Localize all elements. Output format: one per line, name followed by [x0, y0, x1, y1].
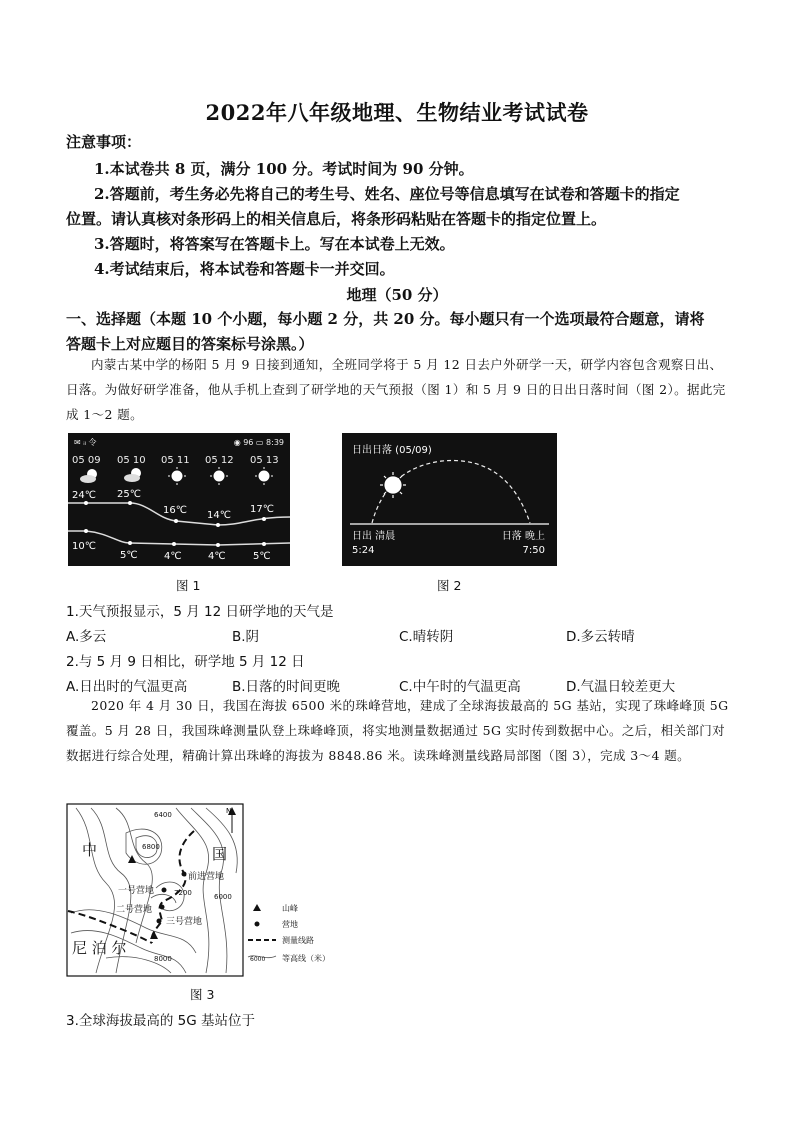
- q1-stem: 1.天气预报显示，5 月 12 日研学地的天气是: [66, 604, 334, 620]
- passage-1: 内蒙古某中学的杨阳 5 月 9 日接到通知，全班同学将于 5 月 12 日去户外研学一天，研学内容包含观察日出、日落。为做好研学准备，他从手机上查到了研学地的天气预报（图 1）和 5 月 9 日的日出日落时间（图 2）。据此完成 1～2 题。: [66, 357, 726, 422]
- fig3-camp-1-label: 一号营地: [118, 886, 155, 896]
- fig1-caption: 图 1: [176, 578, 201, 593]
- fig1-low-point-3: [216, 543, 220, 547]
- fig1-status-left: ✉ ᵢₗ 令: [74, 438, 97, 447]
- fig3-legend-route: 测量线路: [282, 936, 314, 945]
- fig3-camp-forward-label: 前进营地: [188, 872, 225, 882]
- q1-option-b: B.阴: [232, 629, 260, 645]
- fig2-sunrise-time: 5:24: [352, 545, 375, 556]
- section-title: 地理（50 分）: [346, 286, 448, 304]
- fig2-sunrise-sunset: [342, 433, 557, 566]
- fig3-contour-6400: 6400: [154, 811, 172, 819]
- fig1-date-0: 05 09: [72, 455, 101, 466]
- fig1-high-1: 25℃: [117, 489, 141, 500]
- q1-option-d: D.多云转晴: [566, 629, 635, 645]
- fig1-date-3: 05 12: [205, 455, 234, 466]
- fig3-camp-forward: [182, 872, 187, 877]
- fig3-legend-peak: 山峰: [282, 904, 298, 913]
- fig3-label-china-1: 中: [82, 841, 98, 859]
- fig1-high-3: 14℃: [207, 510, 231, 521]
- fig1-low-point-2: [172, 542, 176, 546]
- q2-option-b: B.日落的时间更晚: [232, 679, 341, 695]
- q2-option-c: C.中午时的气温更高: [399, 679, 521, 695]
- fig3-legend-peak-icon: [253, 904, 261, 911]
- fig3-contour-8000: 8000: [154, 955, 172, 963]
- notice-item-2: 2.答题前，考生务必先将自己的考生号、姓名、座位号等信息填写在试卷和答题卡的指定: [94, 185, 680, 203]
- fig1-status-right: ◉ 96 ▭ 8:39: [233, 438, 284, 447]
- q1-option-c: C.晴转阴: [399, 629, 454, 645]
- passage-2: 2020 年 4 月 30 日，我国在海拔 6500 米的珠峰营地，建成了全球海拔最高的 5G 基站，实现了珠峰峰顶 5G 覆盖。5 月 28 日，我国珠峰测量队登上珠峰峰顶，将实地测量数据通过 5G 实时传到数据中心。之后，相关部门对数据进行综合处理，精确计算出珠峰的海拔为 8848.86 米。读珠峰测量线路局部图（图 3），完成 3～4 题。: [66, 698, 729, 763]
- fig2-title: 日出日落 (05/09): [352, 445, 432, 456]
- fig2-sunrise-label: 日出 清晨: [352, 531, 396, 542]
- fig1-low-1: 5℃: [120, 550, 138, 561]
- fig3-legend-camp-icon: [255, 922, 260, 927]
- notice-item-3: 3.答题时，将答案写在答题卡上。写在本试卷上无效。: [94, 235, 455, 253]
- fig1-high-point-1: [128, 501, 132, 505]
- fig1-low-4: 5℃: [253, 551, 271, 562]
- fig1-background: [68, 433, 290, 566]
- fig1-date-1: 05 10: [117, 455, 146, 466]
- fig3-route-map: [66, 803, 346, 978]
- fig1-high-point-2: [174, 519, 178, 523]
- fig1-high-4: 17℃: [250, 504, 274, 515]
- q2-stem: 2.与 5 月 9 日相比，研学地 5 月 12 日: [66, 654, 305, 670]
- fig2-sunset-time: 7:50: [522, 545, 545, 556]
- fig1-high-point-0: [84, 501, 88, 505]
- fig1-low-point-4: [262, 542, 266, 546]
- notice-heading: 注意事项：: [66, 133, 142, 151]
- fig3-caption: 图 3: [190, 987, 215, 1002]
- fig1-low-0: 10℃: [72, 541, 96, 552]
- fig2-sunset-label: 日落 晚上: [501, 531, 545, 542]
- fig1-weather-forecast: [68, 433, 290, 566]
- fig2-caption: 图 2: [437, 578, 462, 593]
- fig3-north-label: N: [226, 807, 232, 815]
- fig1-low-3: 4℃: [208, 551, 226, 562]
- fig1-low-point-1: [128, 541, 132, 545]
- fig3-camp-3: [157, 919, 162, 924]
- fig3-legend-camp: 营地: [282, 920, 298, 929]
- q3-stem: 3.全球海拔最高的 5G 基站位于: [66, 1013, 256, 1029]
- fig3-contour-6000: 6000: [214, 893, 232, 901]
- fig3-legend-contour-sample: 6000: [250, 956, 266, 963]
- fig3-contour-6800: 6800: [142, 843, 160, 851]
- part1-heading-cont: 答题卡上对应题目的答案标号涂黑。）: [66, 335, 314, 353]
- q1-option-a: A.多云: [66, 629, 107, 645]
- fig3-camp-2: [160, 905, 165, 910]
- fig3-camp-3-label: 三号营地: [166, 917, 203, 927]
- fig3-legend: [248, 903, 330, 963]
- q2-option-a: A.日出时的气温更高: [66, 679, 188, 695]
- fig3-contour-7200: 7200: [174, 889, 192, 897]
- fig3-camp-2-label: 二号营地: [116, 905, 153, 915]
- fig3-label-china-2: 国: [212, 845, 228, 863]
- fig1-high-2: 16℃: [163, 505, 187, 516]
- notice-item-1: 1.本试卷共 8 页，满分 100 分。考试时间为 90 分钟。: [94, 160, 474, 178]
- page-title: 2022年八年级地理、生物结业考试试卷: [205, 100, 589, 125]
- notice-item-4: 4.考试结束后，将本试卷和答题卡一并交回。: [94, 260, 395, 278]
- fig1-date-4: 05 13: [250, 455, 279, 466]
- fig1-high-point-4: [262, 517, 266, 521]
- fig3-label-nepal: 尼 泊 尔: [72, 939, 127, 957]
- fig1-high-0: 24℃: [72, 490, 96, 501]
- fig3-legend-contour: 等高线（米）: [282, 954, 330, 963]
- fig1-high-point-3: [216, 523, 220, 527]
- q2-option-d: D.气温日较差更大: [566, 679, 676, 695]
- notice-item-2-cont: 位置。请认真核对条形码上的相关信息后，将条形码粘贴在答题卡的指定位置上。: [66, 210, 607, 228]
- fig1-low-2: 4℃: [164, 551, 182, 562]
- fig3-camp-1: [162, 888, 167, 893]
- part1-heading: 一、选择题（本题 10 个小题，每小题 2 分，共 20 分。每小题只有一个选项最符合题意，请将: [66, 310, 705, 328]
- fig1-date-2: 05 11: [161, 455, 190, 466]
- fig1-low-point-0: [84, 529, 88, 533]
